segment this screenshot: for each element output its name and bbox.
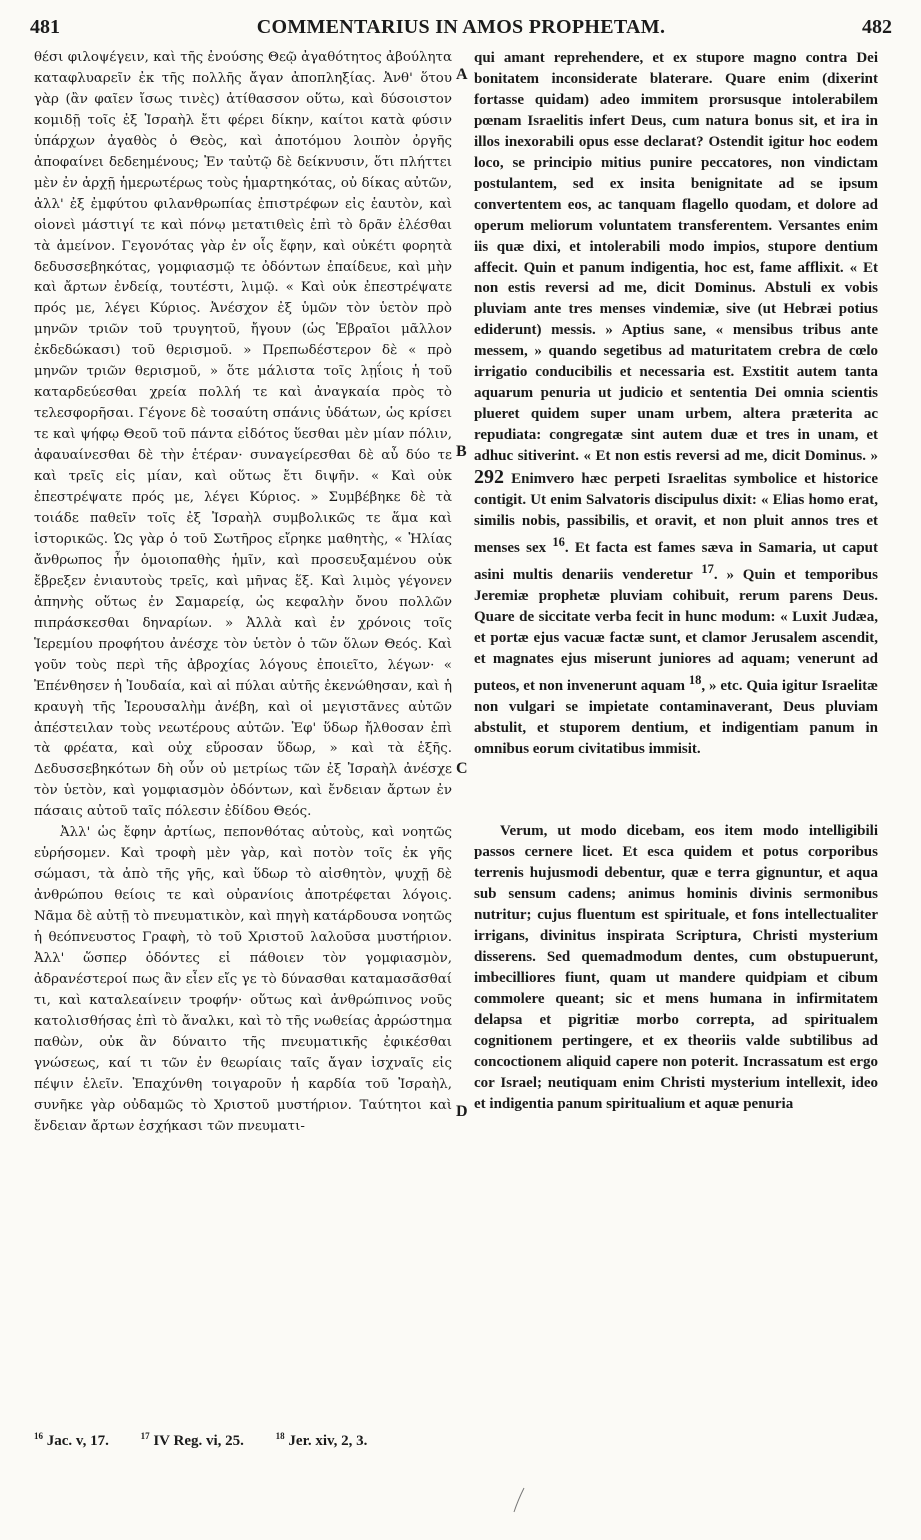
margin-marker-a: A xyxy=(456,66,468,83)
latin-paragraph-1 xyxy=(474,48,878,759)
page-number-left: 481 xyxy=(30,16,60,38)
latin-paragraph-2: Verum, ut modo dicebam, eos item modo intelligibili passos cernere licet. Et esca quidem et potus corporibus terrenis hujusmodi debentur, quæ e terra gignuntur, et aqua sub sensum cadens; animus hominis divinis sermonibus nutritur; cujus fluentum est spirituale, et fons intellectualiter irrigans, divinitus inspirata Scriptura, Christi mysterium disserens. Sed quemadmodum dentes, cum obstupuerunt, imbecilliores fiunt, quam ut mandere quidpiam et cibum commolere queant; sic et mens humana in infirmitatem delapsa et pigritiæ morbo correpta, ad spiritualem cognitionem pertingere, et ex theoriis valde subtilibus ad concoctionem aliquid capere non poterit. Incrassatum est ergo cor Israel; neutiquam enim Christi mysterium intellexit, ideo et indigentia panum spiritualium et aquæ penuria xyxy=(474,823,878,1112)
stray-pen-mark xyxy=(512,1486,526,1514)
page-number-right: 482 xyxy=(862,16,892,38)
latin-column xyxy=(474,48,878,1115)
latin-text-1d: . » Quin et temporibus Jeremiæ prophetæ pluviam cohibuit, rerum parens Deus. Quare de siccitate verba fecit in hunc modum: « Luxit Judæa, et portæ ejus vacuæ factæ sunt, et clamor Jerusalem ascendit, et magnates ejus miserunt juniores ad aquam; venerunt ad puteos, et non invenerunt aquam xyxy=(474,566,878,694)
greek-column xyxy=(34,48,452,1138)
latin-text-1a: qui amant reprehendere, et ex stupore magno contra Dei bonitatem inconsiderate blaterare. Quare enim (dixerint fortasse quidam) adeo immitem prorsusque intolerabilem pœnam Israelitis infert Deus, cum natura bonus sit, et ira in illos inexorabili opus esse declarat? Ostendit igitur hoc eodem loco, se principio mitius punire peccatores, non vindictam postulantem, sed ex insita benignitate ad se ipsum convertentem eos, ac tanquam flagello quodam, et dolore ad operum meliorum voluntatem transferentem. Versantes enim iis quæ dixi, et intolerabili modo impios, stupore dentium affecit. Quin et panum indigentia, hoc est, fame afflixit. « Et non estis reversi ad me, dicit Dominus. Abstuli ex vobis pluviam ante tres menses vindemiæ, sive (ut Hebræi potius ediderunt) messis. » Aptius sane, « mensibus tribus ante messem, » quando segetibus ad maturitatem crebra de cœlo irrigatio conducibilis et necessaria est. Exstitit autem tanta aquarum penuria ut judicio et sententia Dei omnia scientis plueret quidem super unam urbem, altera præterita ac repudiata: congregatæ sint autem duæ et tres in unam, et adhuc sitiverint. « Et non estis reversi ad me, dicit Dominus. » xyxy=(474,50,878,465)
edition-page-number: 292 xyxy=(474,466,504,489)
footnotes xyxy=(34,1431,634,1450)
footnote-16: $^{16}$ Jac. v, 17. xyxy=(34,1431,109,1449)
margin-marker-b: B xyxy=(456,443,467,460)
footnote-17: $^{17}$ IV Reg. vi, 25. xyxy=(140,1431,244,1449)
running-header xyxy=(30,14,892,40)
footnote-18: $^{18}$ Jer. xiv, 2, 3. xyxy=(275,1431,368,1449)
running-title: COMMENTARIUS IN AMOS PROPHETAM. xyxy=(256,16,666,38)
greek-paragraph-2: Ἀλλ' ὡς ἔφην ἀρτίως, πεπονθότας αὐτοὺς, καὶ νοητῶς εὑρήσομεν. Καὶ τροφὴ μὲν γὰρ, καὶ ποτὸν τοῖς ἐκ γῆς σώμασι, τὰ ἀπὸ τῆς γῆς, καὶ ὕδωρ τὸ αἰσθητὸν, ψυχῇ δὲ ἀνθρώπου θείοις τε καὶ οὐρανίοις ἀποτρέφεται λόγοις. Νᾶμα δὲ αὐτῇ τὸ πνευματικὸν, καὶ πηγὴ κατάρδουσα νοητῶς ἡ θεόπνευστος Γραφὴ, τὸ τοῦ Χριστοῦ λαλοῦσα μυστήριον. Ἀλλ' ὥσπερ ὀδόντες εἰ πάθοιεν τὸν γομφιασμὸν, ἀδρανέστεροί πως ἂν εἶεν εἴς γε τὸ δύνασθαι καταμασᾶσθαί τι, καὶ καταλεαίνειν τροφήν· οὕτως καὶ ἀνθρώπινος νοῦς κατολισθήσας ἐπὶ τὸ ἄναλκι, καὶ τὸ τῆς νωθείας ἀρρώστημα παθὼν, οὐκ ἂν δύναιτο τῆς πνευματικῆς ἐφικέσθαι γνώσεως, καί τι τῶν ἐν θεωρίαις ταῖς ἄγαν ἰσχναῖς εἰς πέψιν ἑλεῖν. Ἐπαχύνθη τοιγαροῦν ἡ καρδία τοῦ Ἰσραὴλ, συνῆκε γὰρ οὐδαμῶς τὸ Χριστοῦ μυστήριον. Ταύτητοι καὶ ἔνδειαν ἄρτων ἐσχήκασι τῶν πνευματι- xyxy=(34,825,452,1134)
margin-marker-c: C xyxy=(456,760,468,777)
margin-marker-d: D xyxy=(456,1103,468,1120)
latin-text-1e: , » etc. Quia igitur Israelitæ non vulgari se impietate contaminaverant, Deus pluviam abstulit, et stuporem dentium, et indigentiam panum in omnibus eorum civitatibus immisit. xyxy=(474,677,878,757)
footnote-ref-17: 17 xyxy=(701,561,714,576)
greek-paragraph-1: θέσι φιλοψέγειν, καὶ τῆς ἐνούσης Θεῷ ἀγαθότητος ἀβούλητα καταφλυαρεῖν ἐκ τῆς πολλῆς ἄγαν ἀποπληξίας. Ἀνθ' ὅτου γὰρ (ἂν φαῖεν ἴσως τινὲς) ἀτίθασσον οὕτω, καὶ δύσοιστον κομιδῇ τοῖς ἐξ Ἰσραὴλ ἔτι φέρει δίκην, καίτοι κατὰ φύσιν ὑπάρχων ἀγαθὸς ὁ Θεὸς, καὶ ἀποτόμου λοιπὸν ὀργῆς ἀποφαίνει δεδεημένους; Ἐν ταὐτῷ δὲ δείκνυσιν, ὅτι πλήττει μὲν ἐν ἀρχῇ ἡμερωτέρως τοὺς ἡμαρτηκότας, οὐ δίκας αὐτῶν, ἀλλ' ἐξ ἐμφύτου φιλανθρωπίας ἐπιστρέφων εἰς ἑαυτὸν, καὶ οἱονεὶ μάστιγί τε καὶ πόνῳ μετατιθεὶς ἐπὶ τὸ δρᾶν ἐλέσθαι τὰ ἀμείνον. Γεγονότας γὰρ ἐν οἷς ἔφην, καὶ οὐκέτι φορητὰ δεδυσσεβηκότας, γομφιασμῷ τε ὀδόντων ἐπαίδευε, καὶ μὴν καὶ ἄρτων ἐνδείᾳ, τουτέστι, λιμῷ. « Καὶ οὐκ ἐπεστρέψατε πρός με, λέγει Κύριος. Ἀνέσχον ἐξ ὑμῶν τὸν ὑετὸν πρὸ μηνῶν τριῶν τοῦ τρυγητοῦ, ἤγουν (ὡς Ἑβραῖοι μᾶλλον ἐκδεδώκασι) τοῦ θερισμοῦ. » Πρεπωδέστερον δὲ « πρὸ μηνῶν τριῶν θερισμοῦ, » ὅτε μάλιστα τοῖς λῃΐοις ἡ τοῦ καταρδεύεσθαι χρεία πολλή τε καὶ ἀναγκαία πρὸς τὸ τελεσφορῆσαι. Γέγονε δὲ τοσαύτη σπάνις ὑδάτων, ὡς κρίσει τε καὶ ψήφῳ Θεοῦ τοῦ πάντα εἰδότος ὕεσθαι μὲν μίαν πόλιν, ἀφαυαίνεσθαι δὲ τὴν ἑτέραν· συναγείρεσθαι δὲ αὖ δύο τε καὶ τρεῖς εἰς μίαν, καὶ οὕτως ἔτι διψῆν. « Καὶ οὐκ ἐπεστρέψατε πρός με, λέγει Κύριος. » Συμβέβηκε δὲ τὰ τοιάδε παθεῖν τοῖς ἐξ Ἰσραὴλ συμβολικῶς τε ἅμα καὶ ἱστορικῶς. Ὡς γὰρ ὁ τοῦ Σωτῆρος εἴρηκε μαθητὴς, « Ἠλίας ἄνθρωπος ἦν ὁμοιοπαθὴς ἡμῖν, καὶ προσευξαμένου οὐκ ἔβρεξεν ἐνιαυτοὺς τρεῖς, καὶ μῆνας ἕξ. Καὶ λιμὸς γέγονεν ἀπηνὴς οὕτως ἐν Σαμαρείᾳ, ὡς κεφαλὴν ὄνου πολλῶν πιπράσκεσθαι δηναρίων. » Ἀλλὰ καὶ ἐν χρόνοις τοῖς Ἱερεμίου προφήτου ἀνέσχε τὸν ὑετὸν ὁ τῶν ὅλων Θεός. Καὶ γοῦν τοὺς περὶ τῆς ἀβροχίας λόγους ἐποιεῖτο, λέγων· « Ἐπένθησεν ἡ Ἰουδαία, καὶ αἱ πύλαι αὐτῆς ἐκενώθησαν, καὶ ἡ κραυγὴ τῆς Ἱερουσαλὴμ ἀνέβη, καὶ οἱ μεγιστᾶνες αὐτῶν ἀπέστειλαν τοὺς νεωτέρους αὐτῶν. Ἐφ' ὕδωρ ἤλθοσαν ἐπὶ τὰ φρέατα, καὶ οὐχ εὕροσαν ὕδωρ, » καὶ τὰ ἑξῆς. Δεδυσσεβηκότων δὴ οὖν οὐ μετρίως τῶν ἐξ Ἰσραὴλ ἀνέσχε τὸν ὑετὸν, καὶ γομφιασμὸν ὀδόντων, καὶ ἔνδειαν ἄρτων ἐν πάσαις αὐτοῦ ταῖς πόλεσιν ἐδίδου Θεός. xyxy=(34,50,452,820)
latin-text-1b: Enimvero hæc perpeti Israelitas symbolice et historice contigit. Ut enim Salvatoris discipulus dixit: « Elias homo erat, similis nobis, passibilis, et oravit, et non pluit annos tres et menses sex xyxy=(474,471,879,556)
latin-text-1c: . Et facta est fames sæva in Samaria, ut caput asini multis denariis venderetur xyxy=(474,539,878,583)
footnote-ref-18: 18 xyxy=(688,672,702,687)
footnote-ref-16: 16 xyxy=(552,534,565,549)
